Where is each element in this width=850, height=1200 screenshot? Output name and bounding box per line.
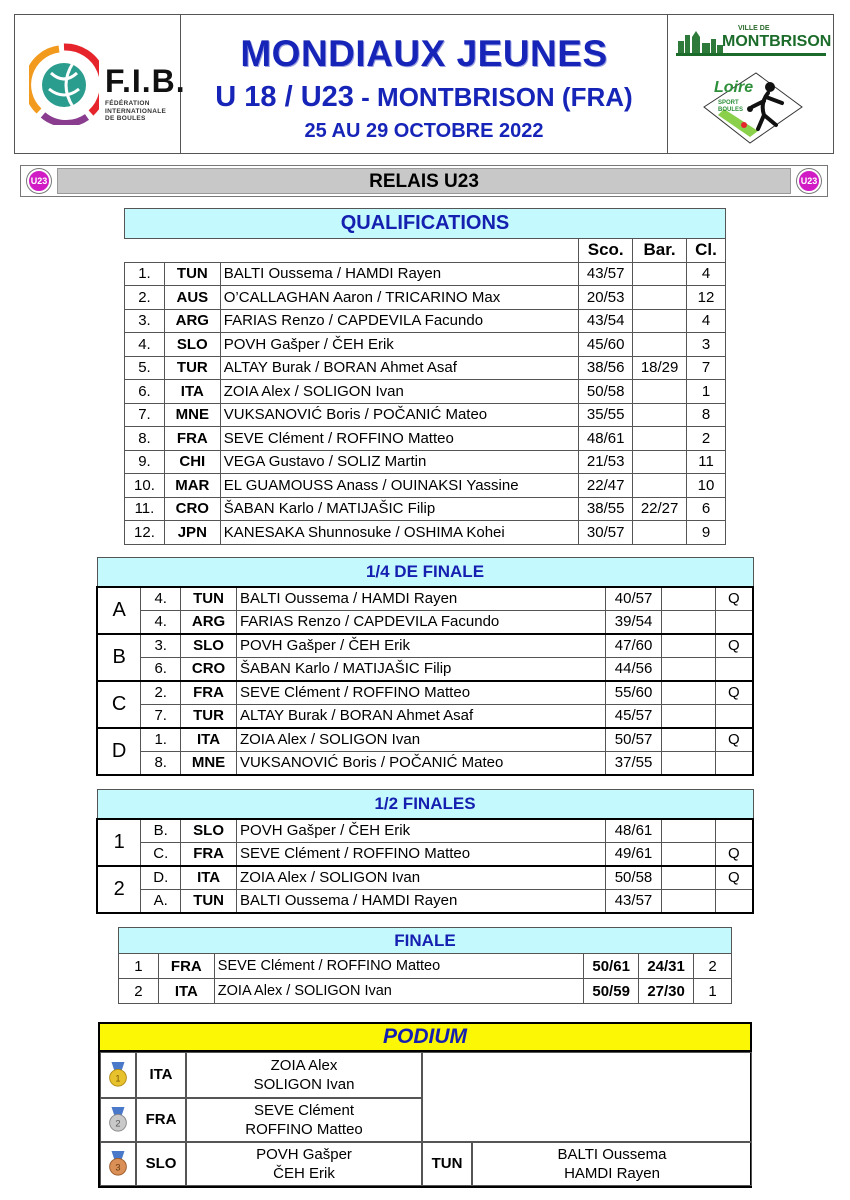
country-cell: TUR [181,704,237,728]
qualified-cell [715,889,753,913]
qualified-cell: Q [715,842,753,866]
names-cell: FARIAS Renzo / CAPDEVILA Facundo [220,309,578,333]
country-cell: AUS [164,286,220,310]
podium-country-3b: TUN [422,1142,472,1186]
score-cell: 40/57 [606,587,662,611]
barrage-cell [633,427,687,451]
table-row [125,309,726,333]
table-row [125,380,726,404]
u23-badge-left: U23 [27,169,51,193]
country-cell: SLO [164,333,220,357]
barrage-cell [662,610,716,634]
barrage-cell [661,866,715,890]
relais-title: RELAIS U23 [57,168,791,194]
event-location: - MONTBRISON (FRA) [361,82,633,112]
names-cell: ALTAY Burak / BORAN Ahmet Asaf [220,356,578,380]
barrage-cell [633,286,687,310]
barrage-cell [633,474,687,498]
group-label: B [97,634,141,681]
barrage-cell [633,403,687,427]
document-header [14,14,834,154]
barrage-cell [633,262,687,286]
score-cell: 38/55 [579,497,633,521]
names-cell: ZOIA Alex / SOLIGON Ivan [237,866,606,890]
names-cell: POVH Gašper / ČEH Erik [237,819,606,843]
fib-subtitle-1: FÉDÉRATION [105,100,150,107]
names-cell: O’CALLAGHAN Aaron / TRICARINO Max [220,286,578,310]
classement-cell: 4 [687,309,726,333]
names-cell: ŠABAN Karlo / MATIJAŠIC Filip [236,657,605,681]
score-cell: 37/55 [606,751,662,775]
rank-cell: 6. [125,380,165,404]
seed-cell: 2. [141,681,181,705]
score-cell: 55/60 [606,681,662,705]
finale-title: FINALE [119,928,732,954]
podium-player-3b1: BALTI Oussema [557,1146,667,1163]
podium-medal-cell-3 [100,1142,136,1186]
table-row [125,403,726,427]
classement-cell: 11 [687,450,726,474]
num-cell: 1 [119,954,159,979]
barrage-cell [633,521,687,545]
semi-finals-title: 1/2 FINALES [97,790,753,819]
names-cell: BALTI Oussema / HAMDI Rayen [237,889,606,913]
sponsor-logos [667,15,833,153]
names-cell: SEVE Clément / ROFFINO Matteo [214,954,583,979]
seed-cell: 4. [141,587,181,611]
podium-player-1a: ZOIA Alex [270,1057,338,1074]
country-cell: ITA [158,979,214,1004]
quarter-finals-body [97,587,753,775]
qualifications-header-row [125,239,726,263]
table-row [97,634,753,658]
country-cell: FRA [181,681,237,705]
table-row [97,866,753,890]
qualifications-body [125,262,726,544]
finale-body [119,954,732,1004]
semi-finals-table [96,789,754,914]
score-cell: 30/57 [579,521,633,545]
qualified-cell [715,610,753,634]
semi-finals-body [97,819,753,913]
loire-logo-text: Loire [714,79,754,96]
group-label: D [97,728,141,775]
podium-title: PODIUM [98,1022,752,1052]
podium-medal-cell-1 [100,1052,136,1098]
num-cell: 2 [119,979,159,1004]
podium-player-3b2: HAMDI Rayen [564,1165,660,1182]
classement-cell: 1 [694,979,732,1004]
barrage-cell [662,634,716,658]
table-row [97,728,753,752]
qualified-cell: Q [715,728,753,752]
classement-cell: 4 [687,262,726,286]
podium-player-3a2: ČEH Erik [273,1165,335,1182]
names-cell: KANESAKA Shunnosuke / OSHIMA Kohei [220,521,578,545]
barrage-cell [662,587,716,611]
classement-cell: 8 [687,403,726,427]
barrage-cell [662,657,716,681]
country-cell: FRA [181,842,237,866]
fib-subtitle-3: DE BOULES [105,115,146,122]
score-cell: 50/58 [606,866,662,890]
score-cell: 49/61 [606,842,662,866]
qualified-cell [715,751,753,775]
seed-cell: A. [141,889,181,913]
svg-text:3: 3 [115,1162,121,1173]
table-row [125,286,726,310]
table-row [97,704,753,728]
u23-badge-right: U23 [797,169,821,193]
fib-logo-text: F.I.B. [105,63,186,99]
table-row [125,356,726,380]
table-row [119,979,732,1004]
qualified-cell [715,819,753,843]
country-cell: ITA [181,728,237,752]
barrage-cell [661,842,715,866]
qualified-cell: Q [715,587,753,611]
names-cell: EL GUAMOUSS Anass / OUINAKSI Yassine [220,474,578,498]
rank-cell: 3. [125,309,165,333]
names-cell: ZOIA Alex / SOLIGON Ivan [236,728,605,752]
table-row [125,450,726,474]
barrage-cell: 18/29 [633,356,687,380]
table-row [125,521,726,545]
quarter-finals-title: 1/4 DE FINALE [97,558,753,587]
group-label: 1 [97,819,141,866]
rank-cell: 7. [125,403,165,427]
score-cell: 50/58 [579,380,633,404]
gold-medal-icon [108,1062,128,1088]
qualified-cell: Q [715,866,753,890]
classement-cell: 7 [687,356,726,380]
podium-player-3a1: POVH Gašper [256,1146,352,1163]
score-cell: 43/54 [579,309,633,333]
score-cell: 45/57 [606,704,662,728]
seed-cell: 8. [141,751,181,775]
score-cell: 22/47 [579,474,633,498]
barrage-cell [633,309,687,333]
barrage-cell: 24/31 [639,954,694,979]
seed-cell: 7. [141,704,181,728]
score-cell: 50/61 [584,954,639,979]
names-cell: SEVE Clément / ROFFINO Matteo [220,427,578,451]
finale-table [118,927,732,1004]
fib-logo-area [15,15,186,153]
country-cell: TUN [164,262,220,286]
country-cell: JPN [164,521,220,545]
group-label: C [97,681,141,728]
barrage-cell [633,380,687,404]
group-label: 2 [97,866,141,913]
event-subtitle [181,81,667,114]
names-cell: SEVE Clément / ROFFINO Matteo [237,842,606,866]
rank-cell: 12. [125,521,165,545]
table-row [125,333,726,357]
score-cell: 38/56 [579,356,633,380]
event-dates: 25 AU 29 OCTOBRE 2022 [304,120,544,142]
names-cell: POVH Gašper / ČEH Erik [236,634,605,658]
rank-cell: 5. [125,356,165,380]
podium-country-1: ITA [136,1052,186,1098]
score-cell: 20/53 [579,286,633,310]
loire-sub-text: SPORT BOULES [718,100,744,113]
barrage-cell: 22/27 [633,497,687,521]
qualified-cell [715,704,753,728]
names-cell: ALTAY Burak / BORAN Ahmet Asaf [236,704,605,728]
classement-cell: 1 [687,380,726,404]
podium-player-2b: ROFFINO Matteo [245,1121,363,1138]
podium-medal-cell-2 [100,1098,136,1142]
seed-cell: 6. [141,657,181,681]
names-cell: VEGA Gustavo / SOLIZ Martin [220,450,578,474]
country-cell: FRA [164,427,220,451]
table-row [97,751,753,775]
table-row [125,474,726,498]
table-row [97,819,753,843]
country-cell: ARG [181,610,237,634]
names-cell: VUKSANOVIĆ Boris / POČANIĆ Mateo [236,751,605,775]
classement-cell: 6 [687,497,726,521]
ville-de-label: VILLE DE [738,25,770,32]
country-cell: SLO [181,819,237,843]
montbrison-underline [676,53,826,56]
country-cell: CRO [164,497,220,521]
qualifications-table [124,208,726,545]
classement-cell: 9 [687,521,726,545]
score-cell: 39/54 [606,610,662,634]
quarter-finals-table [96,557,754,776]
barrage-cell [661,819,715,843]
barrage-cell [662,751,716,775]
montbrison-logo [676,21,832,65]
col-header-cl: Cl. [687,239,726,263]
names-cell: BALTI Oussema / HAMDI Rayen [220,262,578,286]
barrage-cell [662,681,716,705]
rank-cell: 2. [125,286,165,310]
names-cell: FARIAS Renzo / CAPDEVILA Facundo [236,610,605,634]
table-row [125,262,726,286]
seed-cell: C. [141,842,181,866]
rank-cell: 9. [125,450,165,474]
col-header-sco: Sco. [579,239,633,263]
country-cell: ARG [164,309,220,333]
names-cell: ŠABAN Karlo / MATIJAŠIC Filip [220,497,578,521]
seed-cell: 1. [141,728,181,752]
barrage-cell [661,889,715,913]
score-cell: 50/59 [584,979,639,1004]
score-cell: 44/56 [606,657,662,681]
table-row [97,610,753,634]
event-categories: U 18 / U23 [215,81,354,113]
podium-empty-cell [422,1052,752,1142]
names-cell: POVH Gašper / ČEH Erik [220,333,578,357]
country-cell: MAR [164,474,220,498]
event-title: MONDIAUX JEUNES [240,33,608,74]
names-cell: VUKSANOVIĆ Boris / POČANIĆ Mateo [220,403,578,427]
country-cell: ITA [181,866,237,890]
score-cell: 50/57 [606,728,662,752]
names-cell: SEVE Clément / ROFFINO Matteo [236,681,605,705]
podium-country-2: FRA [136,1098,186,1142]
classement-cell: 2 [687,427,726,451]
country-cell: TUN [181,889,237,913]
podium-names-3a [186,1142,422,1186]
table-row [125,497,726,521]
fib-wordmark [105,63,186,123]
classement-cell: 12 [687,286,726,310]
country-cell: TUR [164,356,220,380]
rank-cell: 4. [125,333,165,357]
podium-player-1b: SOLIGON Ivan [253,1076,355,1093]
table-row [119,954,732,979]
classement-cell: 2 [694,954,732,979]
barrage-cell: 27/30 [639,979,694,1004]
seed-cell: 4. [141,610,181,634]
table-row [97,889,753,913]
table-row [97,842,753,866]
podium-names-3b [472,1142,752,1186]
country-cell: CRO [181,657,237,681]
country-cell: MNE [164,403,220,427]
svg-text:1: 1 [115,1073,121,1084]
score-cell: 48/61 [606,819,662,843]
country-cell: ITA [164,380,220,404]
country-cell: TUN [181,587,237,611]
names-cell: ZOIA Alex / SOLIGON Ivan [214,979,583,1004]
classement-cell: 10 [687,474,726,498]
bronze-medal-icon [108,1151,128,1177]
score-cell: 47/60 [606,634,662,658]
group-label: A [97,587,141,634]
table-row [97,657,753,681]
names-cell: BALTI Oussema / HAMDI Rayen [236,587,605,611]
country-cell: MNE [181,751,237,775]
barrage-cell [662,728,716,752]
silver-medal-icon [108,1107,128,1133]
event-title-block [181,15,667,153]
barrage-cell [662,704,716,728]
qualified-cell [715,657,753,681]
classement-cell: 3 [687,333,726,357]
score-cell: 45/60 [579,333,633,357]
barrage-cell [633,333,687,357]
montbrison-name: MONTBRISON [722,33,832,50]
country-cell: FRA [158,954,214,979]
podium-table [98,1052,752,1188]
country-cell: SLO [181,634,237,658]
score-cell: 21/53 [579,450,633,474]
col-header-bar: Bar. [633,239,687,263]
relais-section-bar [20,165,828,197]
fib-subtitle-2: INTERNATIONALE [105,107,167,115]
qualifications-title: QUALIFICATIONS [125,209,726,239]
qualified-cell: Q [715,681,753,705]
svg-text:2: 2 [115,1118,121,1129]
rank-cell: 8. [125,427,165,451]
barrage-cell [633,450,687,474]
score-cell: 43/57 [579,262,633,286]
loire-sport-boules-logo [698,67,808,147]
qualified-cell: Q [715,634,753,658]
country-cell: CHI [164,450,220,474]
seed-cell: D. [141,866,181,890]
table-row [97,587,753,611]
score-cell: 35/55 [579,403,633,427]
fib-emblem-icon [29,43,99,125]
table-row [97,681,753,705]
rank-cell: 1. [125,262,165,286]
seed-cell: B. [141,819,181,843]
score-cell: 48/61 [579,427,633,451]
rank-cell: 10. [125,474,165,498]
names-cell: ZOIA Alex / SOLIGON Ivan [220,380,578,404]
podium-country-3a: SLO [136,1142,186,1186]
table-row [125,427,726,451]
rank-cell: 11. [125,497,165,521]
podium-names-2 [186,1098,422,1142]
podium-names-1 [186,1052,422,1098]
seed-cell: 3. [141,634,181,658]
podium-player-2a: SEVE Clément [253,1102,355,1119]
score-cell: 43/57 [606,889,662,913]
